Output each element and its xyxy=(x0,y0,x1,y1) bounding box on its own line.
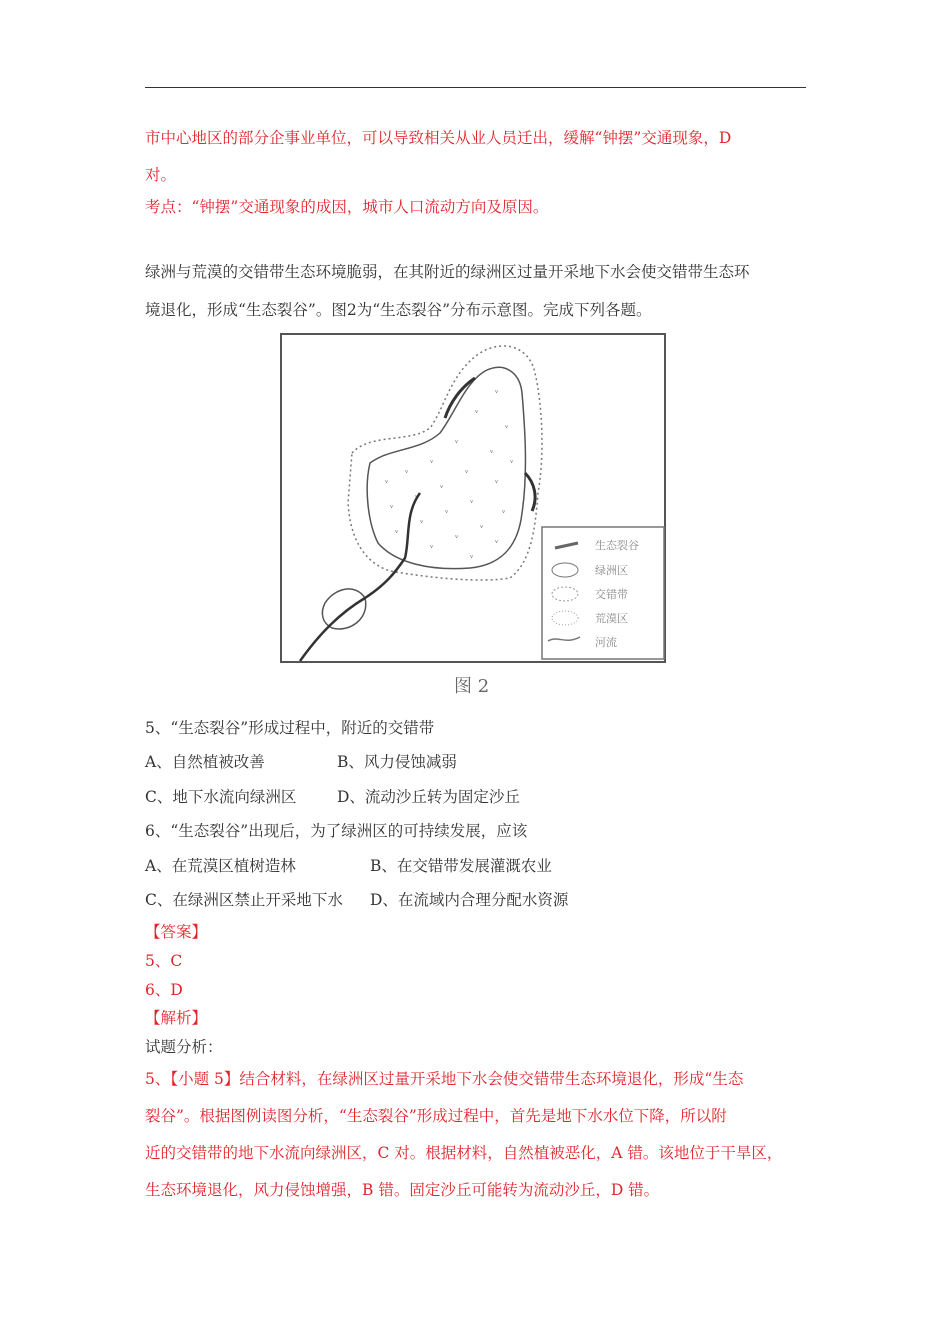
question-6-stem: 6、“生态裂谷”出现后，为了绿洲区的可持续发展，应该 xyxy=(145,822,528,840)
analysis-subheading: 试题分析： xyxy=(145,1038,223,1056)
analysis-line: 5、【小题 5】结合材料，在绿洲区过量开采地下水会使交错带生态环境退化，形成“生态 xyxy=(145,1070,744,1088)
svg-text:ᵥ: ᵥ xyxy=(470,551,474,561)
svg-text:ᵥ: ᵥ xyxy=(455,531,459,541)
q5-option-a: A、自然植被改善 xyxy=(145,753,265,771)
svg-text:ᵥ: ᵥ xyxy=(405,466,409,476)
legend-label: 生态裂谷 xyxy=(595,539,639,552)
answer-5: 5、C xyxy=(145,952,183,970)
svg-text:ᵥ: ᵥ xyxy=(475,406,479,416)
svg-text:ᵥ: ᵥ xyxy=(420,516,424,526)
ecological-rift-map xyxy=(280,333,668,665)
svg-text:ᵥ: ᵥ xyxy=(440,481,444,491)
intro-line: 绿洲与荒漠的交错带生态环境脆弱，在其附近的绿洲区过量开采地下水会使交错带生态环 xyxy=(145,263,750,281)
legend-label: 荒漠区 xyxy=(595,612,628,625)
q5-option-b: B、风力侵蚀减弱 xyxy=(337,753,457,771)
legend-label: 河流 xyxy=(595,636,617,649)
q6-option-a: A、在荒漠区植树造林 xyxy=(145,857,296,875)
q5-option-c: C、地下水流向绿洲区 xyxy=(145,788,297,806)
figure-caption: 图 2 xyxy=(454,676,490,697)
q5-option-d: D、流动沙丘转为固定沙丘 xyxy=(337,788,520,806)
svg-text:ᵥ: ᵥ xyxy=(445,506,449,516)
kaodian-line: 考点：“钟摆”交通现象的成因，城市人口流动方向及原因。 xyxy=(145,198,549,216)
q6-option-c: C、在绿洲区禁止开采地下水 xyxy=(145,891,343,909)
svg-text:ᵥ: ᵥ xyxy=(495,386,499,396)
answer-heading: 【答案】 xyxy=(145,923,208,941)
svg-text:ᵥ: ᵥ xyxy=(510,456,514,466)
analysis-line: 裂谷”。根据图例读图分析，“生态裂谷”形成过程中，首先是地下水水位下降，所以附 xyxy=(145,1107,727,1125)
header-rule xyxy=(145,87,806,88)
svg-text:ᵥ: ᵥ xyxy=(505,421,509,431)
svg-text:ᵥ: ᵥ xyxy=(395,526,399,536)
svg-text:ᵥ: ᵥ xyxy=(480,521,484,531)
question-5-stem: 5、“生态裂谷”形成过程中，附近的交错带 xyxy=(145,719,435,737)
answer-6: 6、D xyxy=(145,981,183,999)
svg-text:ᵥ: ᵥ xyxy=(415,491,419,501)
svg-text:ᵥ: ᵥ xyxy=(430,456,434,466)
analysis-line: 近的交错带的地下水流向绿洲区，C 对。根据材料，自然植被恶化，A 错。该地位于干旱区， xyxy=(145,1144,783,1162)
svg-text:ᵥ: ᵥ xyxy=(430,541,434,551)
intro-line: 境退化，形成“生态裂谷”。图2为“生态裂谷”分布示意图。完成下列各题。 xyxy=(145,301,652,319)
q6-option-b: B、在交错带发展灌溉农业 xyxy=(370,857,552,875)
svg-text:ᵥ: ᵥ xyxy=(465,466,469,476)
prev-answer-line: 对。 xyxy=(145,166,177,184)
prev-answer-line: 市中心地区的部分企事业单位，可以导致相关从业人员迁出，缓解“钟摆”交通现象，D xyxy=(145,129,732,147)
svg-text:ᵥ: ᵥ xyxy=(495,476,499,486)
svg-text:ᵥ: ᵥ xyxy=(490,446,494,456)
svg-text:ᵥ: ᵥ xyxy=(390,501,394,511)
analysis-line: 生态环境退化，风力侵蚀增强，B 错。固定沙丘可能转为流动沙丘，D 错。 xyxy=(145,1181,660,1199)
svg-text:ᵥ: ᵥ xyxy=(385,476,389,486)
map-legend xyxy=(542,527,664,659)
svg-text:ᵥ: ᵥ xyxy=(470,496,474,506)
legend-label: 绿洲区 xyxy=(595,564,628,577)
svg-text:ᵥ: ᵥ xyxy=(502,506,506,516)
legend-label: 交错带 xyxy=(595,588,628,601)
svg-text:ᵥ: ᵥ xyxy=(495,536,499,546)
svg-text:ᵥ: ᵥ xyxy=(455,436,459,446)
analysis-heading: 【解析】 xyxy=(145,1009,208,1027)
q6-option-d: D、在流域内合理分配水资源 xyxy=(370,891,569,909)
